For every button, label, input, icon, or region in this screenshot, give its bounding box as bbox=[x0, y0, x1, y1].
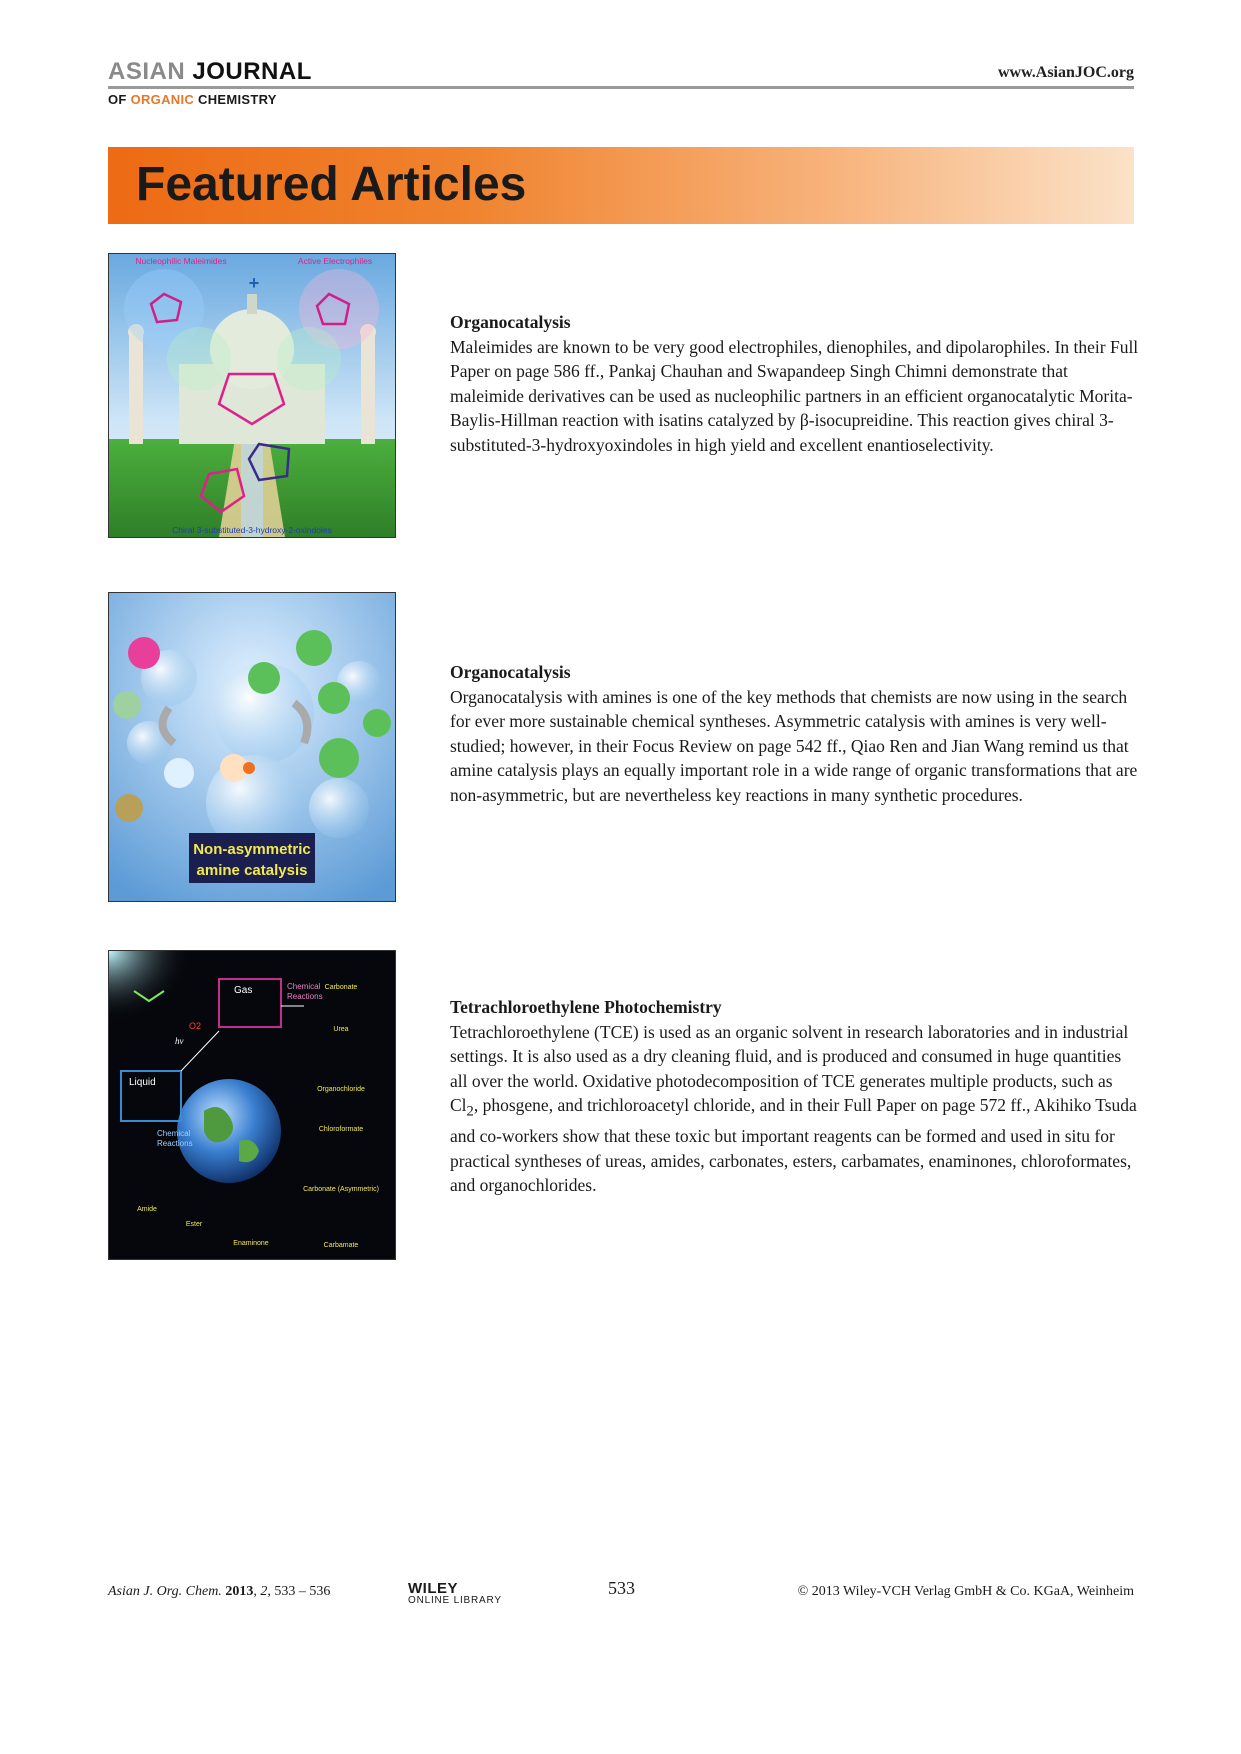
product-chloroformate: Chloroformate bbox=[318, 1126, 364, 1133]
article-1 bbox=[450, 310, 1140, 457]
image-label-o2: O2 bbox=[189, 1021, 202, 1031]
image-label-hv: hv bbox=[175, 1036, 184, 1046]
citation: Asian J. Org. Chem. 2013, 2, 533 – 536 bbox=[108, 1584, 331, 1599]
journal-logo: ASIAN JOURNAL bbox=[108, 58, 312, 85]
image-label-reactions-1: Reactions bbox=[287, 992, 323, 1001]
svg-text:+: + bbox=[248, 273, 260, 293]
bubbles-illustration bbox=[109, 593, 395, 901]
journal-logo-subtitle: OF ORGANIC CHEMISTRY bbox=[108, 92, 277, 107]
product-enaminone: Enaminone bbox=[233, 1240, 269, 1247]
article-3 bbox=[450, 995, 1140, 1198]
product-carbonate-asym: Carbonate (Asymmetric) bbox=[303, 1186, 379, 1193]
image-label-line1: Non-asymmetric bbox=[193, 841, 311, 858]
page-footer bbox=[108, 1578, 1134, 1614]
product-ester: Ester bbox=[185, 1221, 203, 1228]
article-2-body: Organocatalysis with amines is one of the key methods that chemists are now using in the search for ever more sustainable chemical syntheses. Asymmetric catalysis with amines is very well-studied; however, in their Focus Review on page 542 ff., Qiao Ren and Jian Wang remind us that amine catalysis plays an equally important role in a wide range of organic transformations that are non-asymmetric, but are nevertheless key reactions in many synthetic procedures. bbox=[450, 686, 1138, 805]
image-label-line2: amine catalysis bbox=[196, 862, 308, 879]
journal-header bbox=[108, 58, 1134, 108]
taj-mahal-illustration bbox=[109, 254, 395, 537]
image-label-chemical-2: Chemical bbox=[157, 1129, 191, 1138]
product-organochloride: Organochloride bbox=[317, 1086, 365, 1093]
earth-photochemistry-illustration bbox=[109, 951, 395, 1259]
article-2-title: Organocatalysis bbox=[450, 662, 571, 682]
image-label-nucleophilic: Nucleophilic Maleimides bbox=[135, 256, 227, 266]
image-label-liquid: Liquid bbox=[129, 1077, 156, 1088]
page-number: 533 bbox=[608, 1578, 635, 1598]
image-label-chemical-1: Chemical bbox=[287, 982, 321, 991]
article-1-cover-image bbox=[108, 253, 396, 538]
article-3-body: Tetrachloroethylene (TCE) is used as an organic solvent in research laboratories and in industrial settings. It is also used as a dry cleaning fluid, and is produced and consumed in huge quantities all over the world. Oxidative photodecomposition of TCE generates multiple products, such as $Cl_2$, phosgene, and trichloroacetyl chloride, and in their Full Paper on page 572 ff., Akihiko Tsuda and co-workers show that these toxic but important reagents can be formed and used in situ for practical syntheses of ureas, amides, carbonates, esters, carbamates, enaminones, chloroformates, and organochlorides. bbox=[450, 1021, 1137, 1195]
journal-url[interactable]: www.AsianJOC.org bbox=[997, 64, 1134, 81]
article-3-cover-image bbox=[108, 950, 396, 1260]
article-3-title: Tetrachloroethylene Photochemistry bbox=[450, 997, 722, 1017]
image-label-gas: Gas bbox=[234, 985, 253, 996]
product-urea: Urea bbox=[333, 1026, 349, 1033]
article-2 bbox=[450, 660, 1140, 807]
wiley-logo[interactable]: WILEY ONLINE LIBRARY bbox=[408, 1580, 502, 1606]
copyright: © 2013 Wiley-VCH Verlag GmbH & Co. KGaA, Weinheim bbox=[797, 1584, 1134, 1599]
section-title: Featured Articles bbox=[136, 158, 527, 211]
section-banner bbox=[108, 147, 1134, 224]
product-carbamate: Carbamate bbox=[323, 1242, 359, 1249]
header-rule bbox=[108, 86, 1134, 89]
image-label-reactions-2: Reactions bbox=[157, 1139, 193, 1148]
article-1-title: Organocatalysis bbox=[450, 312, 571, 332]
product-carbonate: Carbonate bbox=[324, 984, 358, 991]
image-label-oxindoles: Chiral 3-substituted-3-hydroxy-2-oxindoles bbox=[172, 525, 332, 535]
article-1-body: Maleimides are known to be very good electrophiles, dienophiles, and dipolarophiles. In their Full Paper on page 586 ff., Pankaj Chauhan and Swapandeep Singh Chimni demonstrate that maleimide derivatives can be used as nucleophilic partners in an efficient organocatalytic Morita-Baylis-Hillman reaction with isatins catalyzed by β-isocupreidine. This reaction gives chiral 3-substituted-3-hydroxyoxindoles in high yield and excellent enantioselectivity. bbox=[450, 336, 1139, 455]
article-2-cover-image bbox=[108, 592, 396, 902]
image-label-electrophiles: Active Electrophiles bbox=[297, 256, 373, 266]
product-amide: Amide bbox=[137, 1206, 157, 1213]
